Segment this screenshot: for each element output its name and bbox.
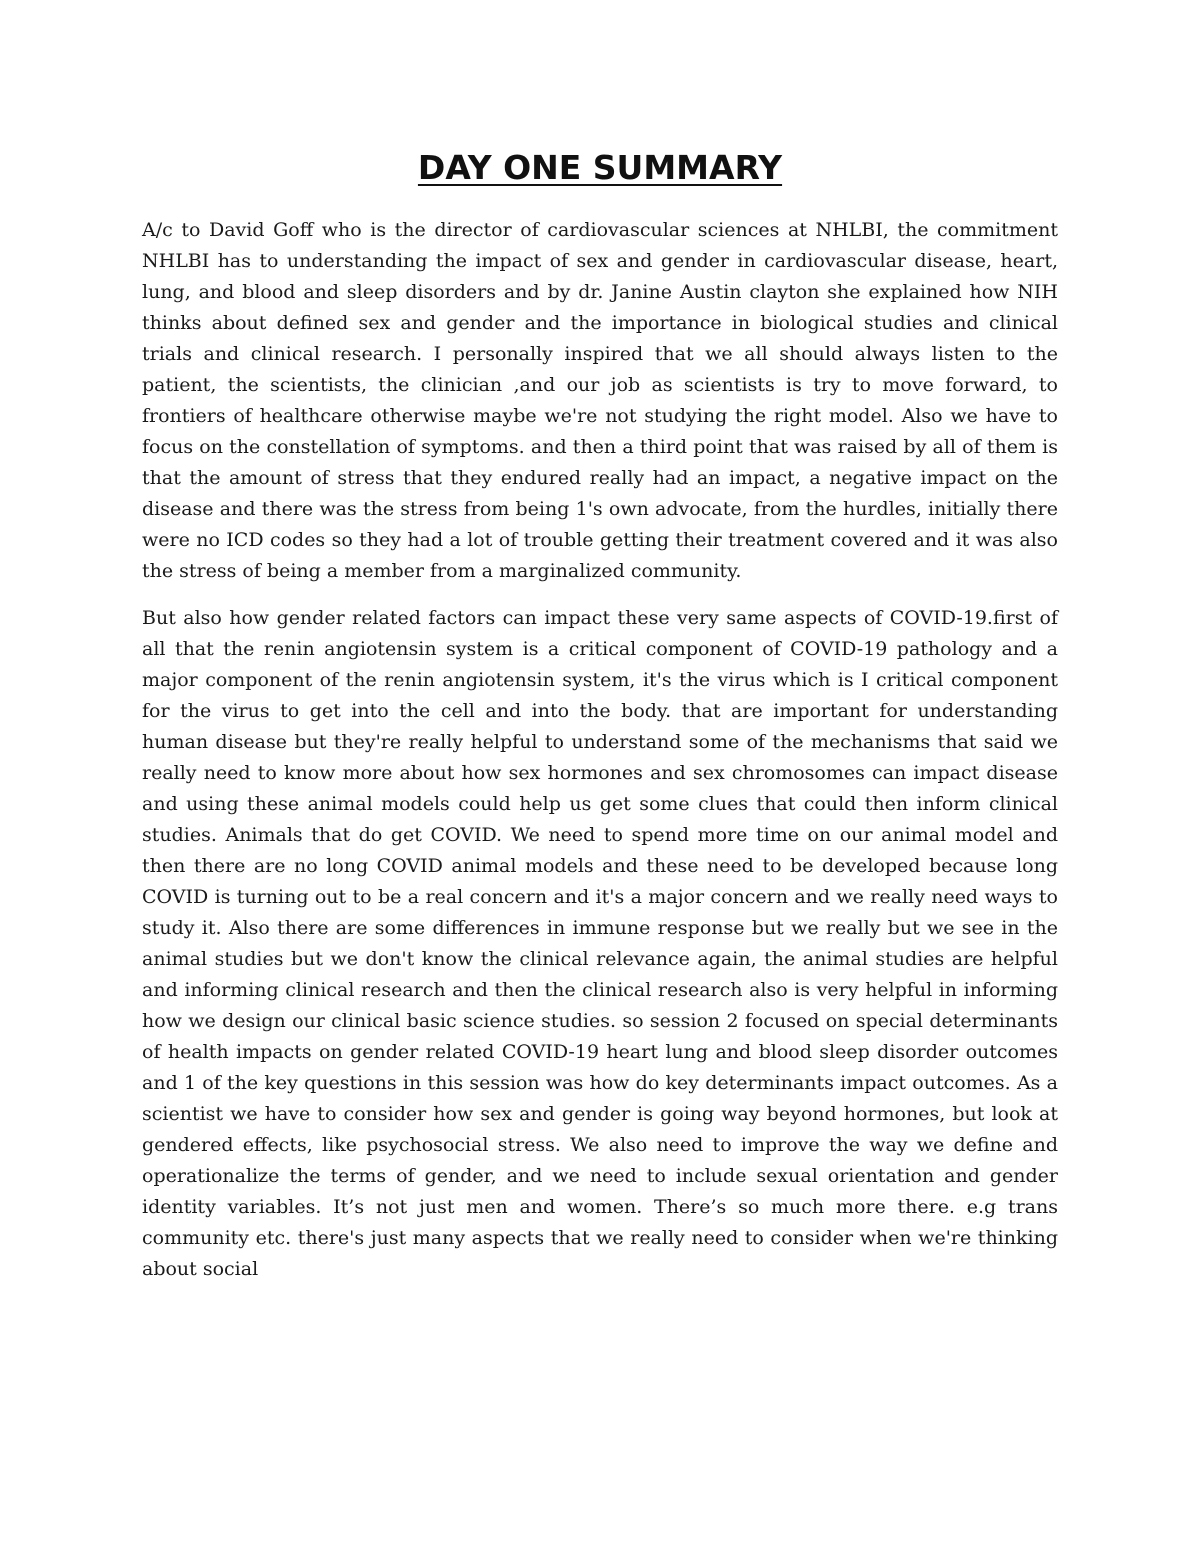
- paragraph-1: A/c to David Goff who is the director of cardiovascular sciences at NHLBI, the commitment NHLBI has to understanding the impact of sex and gender in cardiovascular disease, heart, lung, and blood and sleep disorders and by dr. Janine Austin clayton she explained how NIH thinks about defined sex and gender and the importance in biological studies and clinical trials and clinical research. I personally inspired that we all should always listen to the patient, the scientists, the clinician ,and our job as scientists is try to move forward, to frontiers of healthcare otherwise maybe we're not studying the right model. Also we have to focus on the constellation of symptoms. and then a third point that was raised by all of them is that the amount of stress that they endured really had an impact, a negative impact on the disease and there was the stress from being 1's own advocate, from the hurdles, initially there were no ICD codes so they had a lot of trouble getting their treatment covered and it was also the stress of being a member from a marginalized community.: [142, 219, 1058, 582]
- document-title: [0, 143, 1200, 193]
- paragraph-2: But also how gender related factors can impact these very same aspects of COVID-19.first of all that the renin angiotensin system is a critical component of COVID-19 pathology and a major component of the renin angiotensin system, it's the virus which is I critical component for the virus to get into the cell and into the body. that are important for understanding human disease but they're really helpful to understand some of the mechanisms that said we really need to know more about how sex hormones and sex chromosomes can impact disease and using these animal models could help us get some clues that could then inform clinical studies. Animals that do get COVID. We need to spend more time on our animal model and then there are no long COVID animal models and these need to be developed because long COVID is turning out to be a real concern and it's a major concern and we really need ways to study it. Also there are some differences in immune response but we really but we see in the animal studies but we don't know the clinical relevance again, the animal studies are helpful and informing clinical research and then the clinical research also is very helpful in informing how we design our clinical basic science studies. so session 2 focused on special determinants of health impacts on gender related COVID-19 heart lung and blood sleep disorder outcomes and 1 of the key questions in this session was how do key determinants impact outcomes. As a scientist we have to consider how sex and gender is going way beyond hormones, but look at gendered effects, like psychosocial stress. We also need to improve the way we define and operationalize the terms of gender, and we need to include sexual orientation and gender identity variables. It’s not just men and women. There’s so much more there. e.g trans community etc. there's just many aspects that we really need to consider when we're thinking about social: [142, 607, 1058, 1280]
- document-title-text: DAY ONE SUMMARY: [417, 148, 783, 187]
- document-body: [142, 215, 1058, 1301]
